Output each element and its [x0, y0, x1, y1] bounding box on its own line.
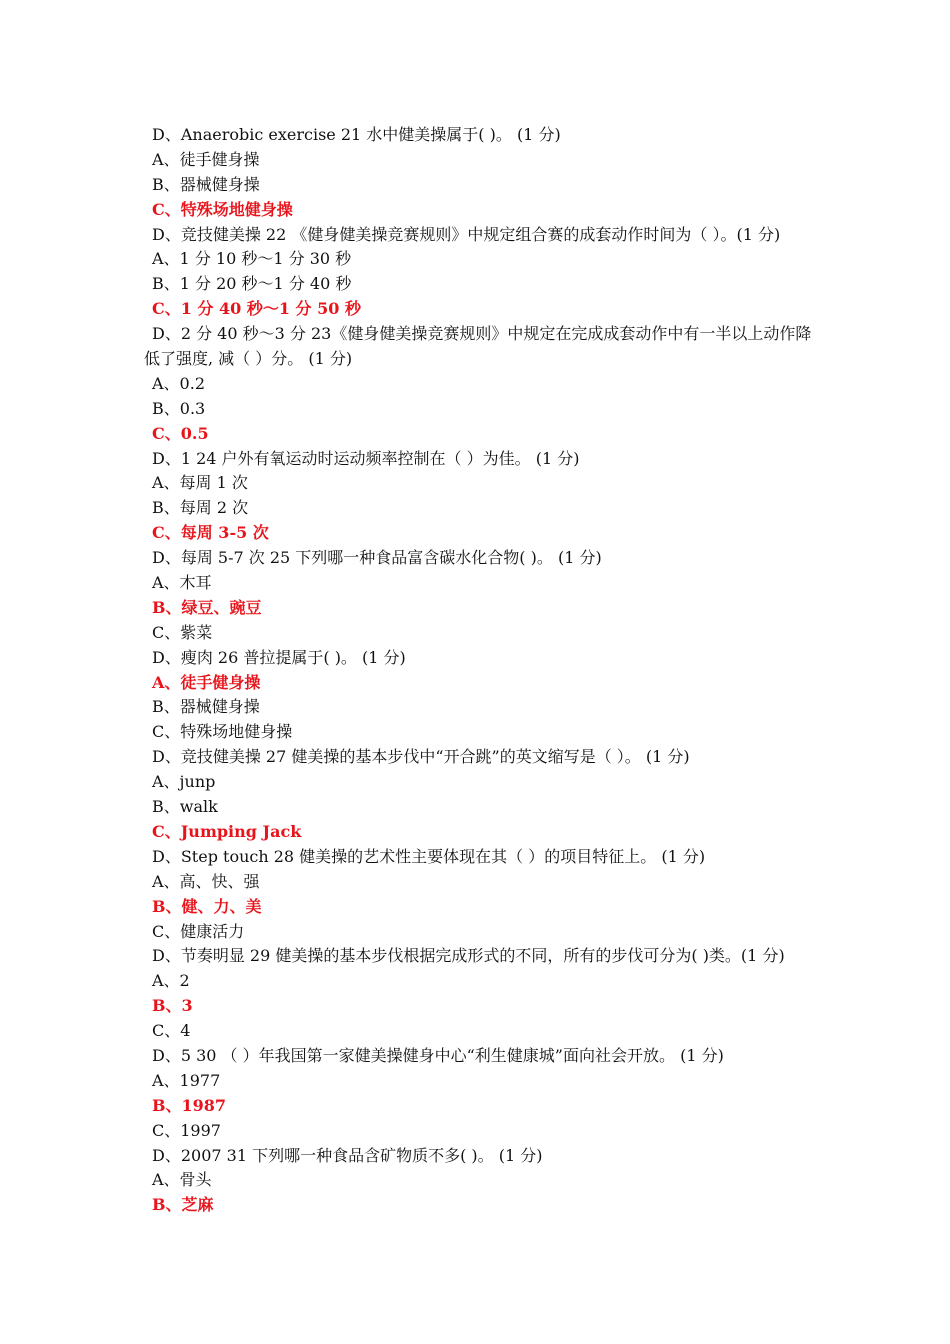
quiz-line: D、Anaerobic exercise 21 水中健美操属于( )。 (1 分) — [152, 125, 561, 144]
quiz-line: A、2 — [152, 971, 190, 991]
correct-answer-line: C、1 分 40 秒～1 分 50 秒 — [152, 299, 361, 319]
correct-answer-line: B、健、力、美 — [152, 896, 262, 916]
quiz-line: A、1977 — [152, 1070, 221, 1090]
quiz-line: D、节奏明显 29 健美操的基本步伐根据完成形式的不同，所有的步伐可分为( )类。(1 分) — [152, 946, 785, 966]
quiz-line: C、4 — [152, 1021, 191, 1041]
quiz-line: A、高、快、强 — [152, 871, 260, 891]
quiz-line: D、竞技健美操 22 《健身健美操竞赛规则》中规定组合赛的成套动作时间为（ ）。(1 分) — [152, 224, 781, 244]
correct-answer-line: C、每周 3-5 次 — [152, 523, 269, 543]
correct-answer-line: C、0.5 — [152, 423, 209, 443]
quiz-line: A、木耳 — [152, 573, 212, 593]
correct-answer-line: C、特殊场地健身操 — [152, 199, 293, 219]
correct-answer-line: B、1987 — [152, 1095, 227, 1115]
quiz-line: B、每周 2 次 — [152, 498, 249, 518]
correct-answer-line: B、3 — [152, 996, 193, 1016]
correct-answer-line: B、芝麻 — [152, 1195, 214, 1215]
quiz-line: D、竞技健美操 27 健美操的基本步伐中“开合跳”的英文缩写是（ ）。 (1 分) — [152, 747, 690, 767]
quiz-line: B、1 分 20 秒～1 分 40 秒 — [152, 274, 352, 294]
quiz-line: A、0.2 — [152, 373, 206, 393]
quiz-line: A、每周 1 次 — [152, 473, 248, 493]
quiz-content — [144, 123, 812, 1218]
quiz-line: C、1997 — [152, 1120, 221, 1140]
correct-answer-line: C、Jumping Jack — [152, 821, 302, 841]
quiz-line: C、紫菜 — [152, 622, 213, 642]
quiz-line: A、徒手健身操 — [152, 149, 260, 169]
quiz-line: D、2007 31 下列哪一种食品含矿物质不多( )。 (1 分) — [152, 1145, 543, 1165]
quiz-line: D、每周 5-7 次 25 下列哪一种食品富含碳水化合物( )。 (1 分) — [152, 548, 602, 568]
quiz-line: D、5 30 （ ）年我国第一家健美操健身中心“利生健康城”面向社会开放。 (1 分) — [152, 1045, 724, 1065]
quiz-line: B、walk — [152, 797, 218, 817]
quiz-line: D、Step touch 28 健美操的艺术性主要体现在其（ ）的项目特征上。 (1 分) — [152, 846, 706, 866]
quiz-line: B、0.3 — [152, 398, 206, 418]
correct-answer-line: B、绿豆、豌豆 — [152, 597, 262, 617]
quiz-line: D、2 分 40 秒～3 分 23《健身健美操竞赛规则》中规定在完成成套动作中有一半以上动作降 — [152, 324, 812, 344]
quiz-line: A、junp — [152, 772, 216, 792]
correct-answer-line: A、徒手健身操 — [152, 672, 261, 692]
quiz-line-continuation: 低了强度, 减（ ）分。 (1 分) — [144, 349, 353, 369]
quiz-line: C、健康活力 — [152, 921, 245, 941]
quiz-line: D、1 24 户外有氧运动时运动频率控制在（ ）为佳。 (1 分) — [152, 448, 580, 468]
quiz-line: A、1 分 10 秒～1 分 30 秒 — [152, 249, 352, 269]
quiz-line: B、器械健身操 — [152, 174, 260, 194]
quiz-line: C、特殊场地健身操 — [152, 722, 293, 742]
quiz-line: A、骨头 — [152, 1170, 212, 1190]
quiz-line: D、瘦肉 26 普拉提属于( )。 (1 分) — [152, 647, 406, 667]
quiz-line: B、器械健身操 — [152, 697, 260, 717]
